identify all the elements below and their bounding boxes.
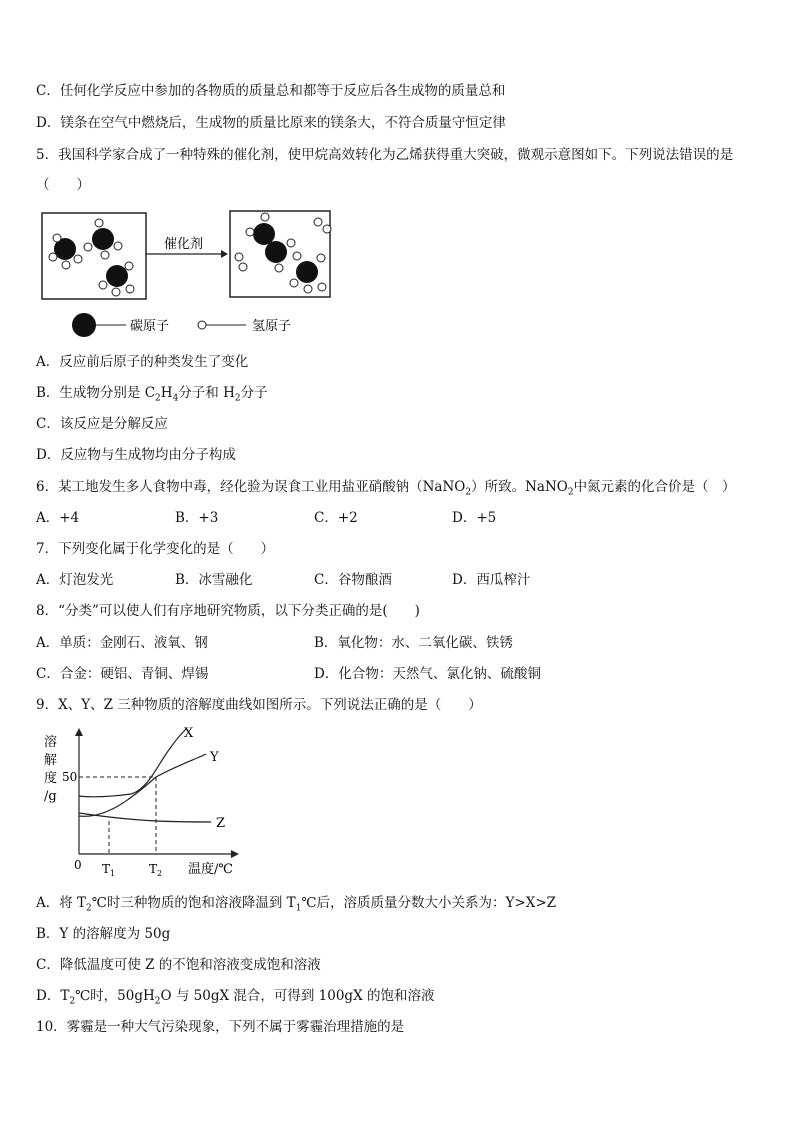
question-5-bracket: （ ） (36, 177, 90, 193)
curve-x (79, 729, 186, 797)
solubility-chart (36, 724, 246, 884)
label-y: Y (210, 750, 219, 765)
origin-label: 0 (74, 858, 82, 872)
option-d-q4: D．镁条在空气中燃烧后，生成物的质量比原来的镁条大，不符合质量守恒定律 (36, 115, 506, 131)
q9-option-d: D．$T_2℃$时，$50gH_2O$ 与 50gX 混合，可得到 100gX 的饱和溶液 (36, 988, 435, 1007)
tick-50: 50 (62, 770, 78, 784)
q5-option-b: B．生成物分别是 $C_2H_4$分子和 $H_2$分子 (36, 385, 268, 404)
y-axis-label-4: /g (44, 789, 57, 804)
methane-molecule (84, 219, 122, 259)
carbon-legend-icon (72, 313, 96, 337)
q8-option-b: B．氧化物：水、二氧化碳、铁锈 (314, 635, 513, 651)
q6-option-a: A．+4 (36, 510, 80, 526)
q5-option-a: A．反应前后原子的种类发生了变化 (36, 354, 249, 370)
q6-option-c: C．+2 (314, 510, 358, 526)
curve-y (79, 754, 206, 816)
t1-label: $T_1$ (102, 862, 116, 878)
option-c-q4: C．任何化学反应中参加的各物质的质量总和都等于反应后各生成物的质量总和 (36, 83, 506, 99)
question-9: 9．X、Y、Z 三种物质的溶解度曲线如图所示。下列说法正确的是（ ） (36, 697, 482, 713)
question-6: 6．某工地发生多人食物中毒，经化验为误食工业用盐亚硝酸钠（NaNO$_2$）所致。NaNO$_2$中氮元素的化合价是（ ） (36, 479, 736, 498)
q8-option-c: C．合金：硬铝、青铜、焊锡 (36, 666, 209, 682)
carbon-legend-label: 碳原子 (130, 319, 170, 334)
q7-option-b: B．冰雪融化 (175, 572, 253, 588)
q6-option-b: B．+3 (175, 510, 219, 526)
label-z: Z (216, 816, 226, 831)
question-10: 10．雾霾是一种大气污染现象，下列不属于雾霾治理措施的是 (36, 1019, 405, 1035)
q8-option-a: A．单质：金刚石、液氧、钢 (36, 635, 208, 651)
q9-option-a: A．将 $T_2℃$时三种物质的饱和溶液降温到 $T_1℃$后，溶质质量分数大小关系为：Y>X>Z (36, 895, 557, 914)
question-5: 5．我国科学家合成了一种特殊的催化剂，使甲烷高效转化为乙烯获得重大突破，微观示意图如下。下列说法错误的是 (36, 147, 734, 163)
t2-label: $T_2$ (149, 862, 163, 878)
y-axis-label-1: 溶 (44, 735, 58, 750)
x-axis-label: 温度/℃ (188, 862, 233, 877)
hydrogen-molecule (235, 253, 247, 271)
catalyst-label: 催化剂 (164, 237, 204, 252)
ethylene-molecule (290, 252, 326, 293)
methane-molecule (49, 234, 82, 269)
q8-option-d: D．化合物：天然气、氯化钠、硫酸铜 (314, 666, 541, 682)
label-x: X (184, 726, 194, 741)
ethylene-molecule (246, 213, 295, 272)
q7-option-a: A．灯泡发光 (36, 572, 114, 588)
hydrogen-molecule (314, 218, 331, 233)
hydrogen-legend-icon (198, 321, 206, 329)
q5-option-c: C．该反应是分解反应 (36, 416, 168, 432)
q7-option-c: C．谷物酿酒 (314, 572, 392, 588)
hydrogen-legend-label: 氢原子 (252, 319, 292, 334)
y-axis-label-3: 度 (44, 771, 58, 786)
question-7: 7．下列变化属于化学变化的是（ ） (36, 541, 275, 557)
q9-option-c: C．降低温度可使 Z 的不饱和溶液变成饱和溶液 (36, 957, 321, 973)
q9-option-b: B．Y 的溶解度为 50g (36, 926, 171, 942)
methane-molecule (99, 262, 134, 296)
question-8: 8．“分类”可以使人们有序地研究物质，以下分类正确的是( ) (36, 603, 420, 619)
q7-option-d: D．西瓜榨汁 (452, 572, 531, 588)
y-axis-label-2: 解 (44, 753, 58, 768)
molecule-diagram (36, 205, 346, 340)
q5-option-d: D．反应物与生成物均由分子构成 (36, 447, 236, 463)
q6-option-d: D．+5 (452, 510, 497, 526)
